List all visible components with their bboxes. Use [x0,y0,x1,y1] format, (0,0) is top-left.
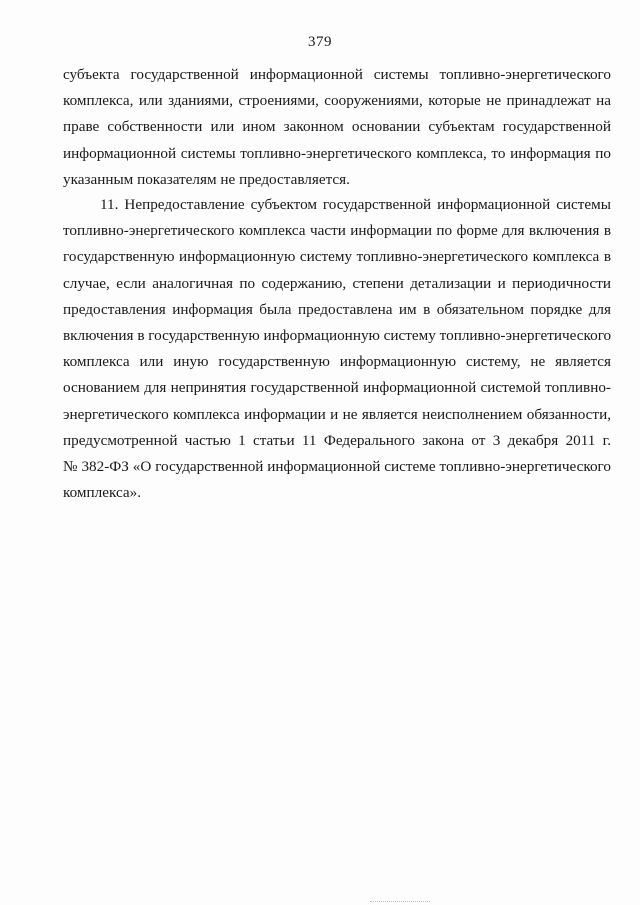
text-line: информационной системы топливно-энергетического комплекса, то информация по [63,144,611,162]
paragraph-item-11 [63,192,611,506]
text-line: включения в государственную информационную систему топливно-энергетического [63,326,612,344]
text-line: энергетического комплекса информации и не является неисполнением обязанности, [63,405,611,423]
text-line: предусмотренной частью 1 статьи 11 Федерального закона от 3 декабря 2011 г. [63,431,611,449]
text-line: государственную информационную систему топливно-энергетического комплекса в [63,248,611,266]
text-line: основанием для непринятия государственной информационной системой топливно- [63,379,611,397]
text-line: комплекса или иную государственную информационную систему, не является [63,353,611,371]
text-line: топливно-энергетического комплекса части информации по форме для включения в [63,222,611,240]
paragraph-continuation [63,62,611,193]
text-line: указанным показателям не предоставляется. [63,170,350,188]
text-line: праве собственности или ином законном основании субъектам государственной [63,118,611,136]
text-line: комплекса, или зданиями, строениями, сооружениями, которые не принадлежат на [63,92,611,110]
text-line: № 382-ФЗ «О государственной информационной системе топливно-энергетического [63,457,611,475]
text-line: случае, если аналогичная по содержанию, степени детализации и периодичности [63,274,611,292]
text-line: 11. Непредоставление субъектом государственной информационной системы [100,196,611,213]
page-number: 379 [308,34,332,50]
text-line: субъекта государственной информационной системы топливно-энергетического [63,66,611,83]
scan-artifact [370,901,430,903]
text-line: комплекса». [63,484,142,502]
text-line: предоставления информация была предоставлена им в обязательном порядке для [63,300,611,318]
